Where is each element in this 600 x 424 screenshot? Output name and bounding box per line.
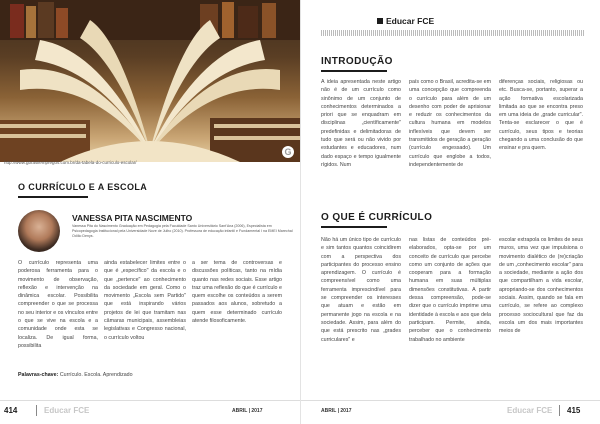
abstract-column-1: O currículo representa uma poderosa ferramenta para o movimento de observação, reflexão e intervenção na dinâmica escolar. Possibilita compreender o que se processa no seu interior e os vínculos entre o que se vive na escola e a comunidade onde esta se localiza. De igual forma, possibilita (18, 260, 98, 349)
abstract-column-3: a ser tema de controversas e discussões políticas, tanto na mídia quanto nas redes sociais. Esse artigo traz uma reflexão do que é currículo e quem escolhe os conteúdos a serem passados aos alunos, sobretudo a quem esse determinado currículo atende filosoficamente. (192, 260, 282, 325)
abstract-column-2: ainda estabelecer limites entre o que é „específico" da escola e o que „pertence" ao conhecimento da sociedade em geral. Como o movimento „Escola sem Partido" que está inspirando vários projetos de lei que tramitam nas câmaras municipais, assembleias legislativas e Congresso nacional, o currículo voltou (104, 260, 186, 341)
page-number-right: 415 (567, 406, 581, 415)
header-brand: Educar FCE (386, 16, 435, 26)
photo-credit: http://www.gbrasilempregos.com.br/da-tabela-do-curriculo-escolar/ (4, 160, 137, 165)
page-number-left: 414 (4, 406, 18, 415)
author-avatar (18, 210, 60, 252)
what-is-column-2: nas listas de conteúdos pré-elaborados, opta-se por um conceito de currículo que percebe como um conjunto de ações que cooperam para a formação humana em suas múltiplas dimensões constitutivas. A partir dessa compreensão, pode-se dizer que o currículo imprime uma identidade à escola e aos que dela participam. Permite, ainda, perceber que o conhecimento trabalhado no ambiente (409, 237, 491, 343)
footer-rule-right (301, 400, 600, 401)
keywords-label: Palavras-chave: (18, 372, 59, 378)
intro-underline (321, 70, 387, 72)
intro-column-2: país como o Brasil, acredita-se em uma concepção que compreenda o currículo para além de um desenho com poder de aprisionar e reduzir os conhecimentos da cultura humana em modelos inflexíveis que devem ser transmitidos de geração a geração (currículo engessado). Um currículo que englobe a todos, independentemente de (409, 79, 491, 168)
what-is-title: O QUE É CURRÍCULO (321, 212, 433, 223)
footer-date-right: ABRIL | 2017 (321, 408, 352, 414)
footer-divider (36, 405, 37, 416)
footer-brand-right: Educar FCE (507, 406, 553, 415)
keywords (18, 372, 133, 378)
section-title: O CURRÍCULO E A ESCOLA (18, 182, 148, 192)
footer-brand-left: Educar FCE (44, 406, 90, 415)
right-page (300, 0, 600, 424)
intro-column-3: diferenças sociais, religiosas ou etc. Busca-se, portanto, superar a ação formativa escolarizada limitada ao que se encontra preso em uma ideia de „grade curricular". Tenta-se esclarecer o que é currículo, seus tipos e teorias chegando a uma conclusão do que ensinar e pra quem. (499, 79, 583, 152)
keywords-value: Currículo. Escola. Aprendizado (59, 372, 133, 378)
footer-date-left: ABRIL | 2017 (232, 408, 263, 414)
footer-divider-right (559, 405, 560, 416)
author-bio: Vanessa Pita do Nascimento Graduação em Pedagogia pela Faculdade Santo Universitário Sant'Ana (2006), Especialista em Psicopedagogia Institucional pela Universidade Nove de Julho (2010). Professora de educação infantil e Fundamental I na EMEI Marechal Odílio Denys. (72, 224, 293, 238)
books-illustration (0, 0, 300, 162)
intro-title: INTRODUÇÃO (321, 56, 393, 67)
header-square-icon (377, 18, 383, 24)
books-photo (0, 0, 300, 162)
footer-rule (0, 400, 300, 401)
header-rule (321, 30, 585, 36)
title-underline (18, 196, 88, 198)
author-name: VANESSA PITA NASCIMENTO (72, 213, 193, 223)
what-is-column-3: escolar extrapola os limites de seus muros, uma vez que impulsiona o movimento dialético de (re)criação de um „conhecimento escolar" para a sociedade, mediante a ação dos que compartilham a vida escolar, apropriando-se dos conhecimentos sociais. Assim, quando se fala em currículo, se refere ao complexo processo sociocultural que faz da escola um dos mais importantes meios de (499, 237, 583, 335)
intro-column-1: A ideia apresentada neste artigo não é de um currículo como sinônimo de um conjunto de conhecimentos determinados a priori que se enquadram em disciplinas „científicamente" predefinidas e delimitadoras de tudo que será ou não vivido por estudantes e educadores, num dado espaço e tempo igualmente rígidos. Num (321, 79, 401, 168)
watermark-logo: G (282, 146, 294, 158)
what-is-column-1: Não há um único tipo de currículo e sim tantos quantos coincidirem com a perspectiva dos participantes do processo ensino aprendizagem. O currículo é compreensível como uma ferramenta imprescindível para se compreender os interesses que atuam e estão em permanente jogo na escola e na sociedade. Assim, para além do que está prescrito nas „grades curriculares" e (321, 237, 401, 343)
what-is-underline (321, 226, 387, 228)
